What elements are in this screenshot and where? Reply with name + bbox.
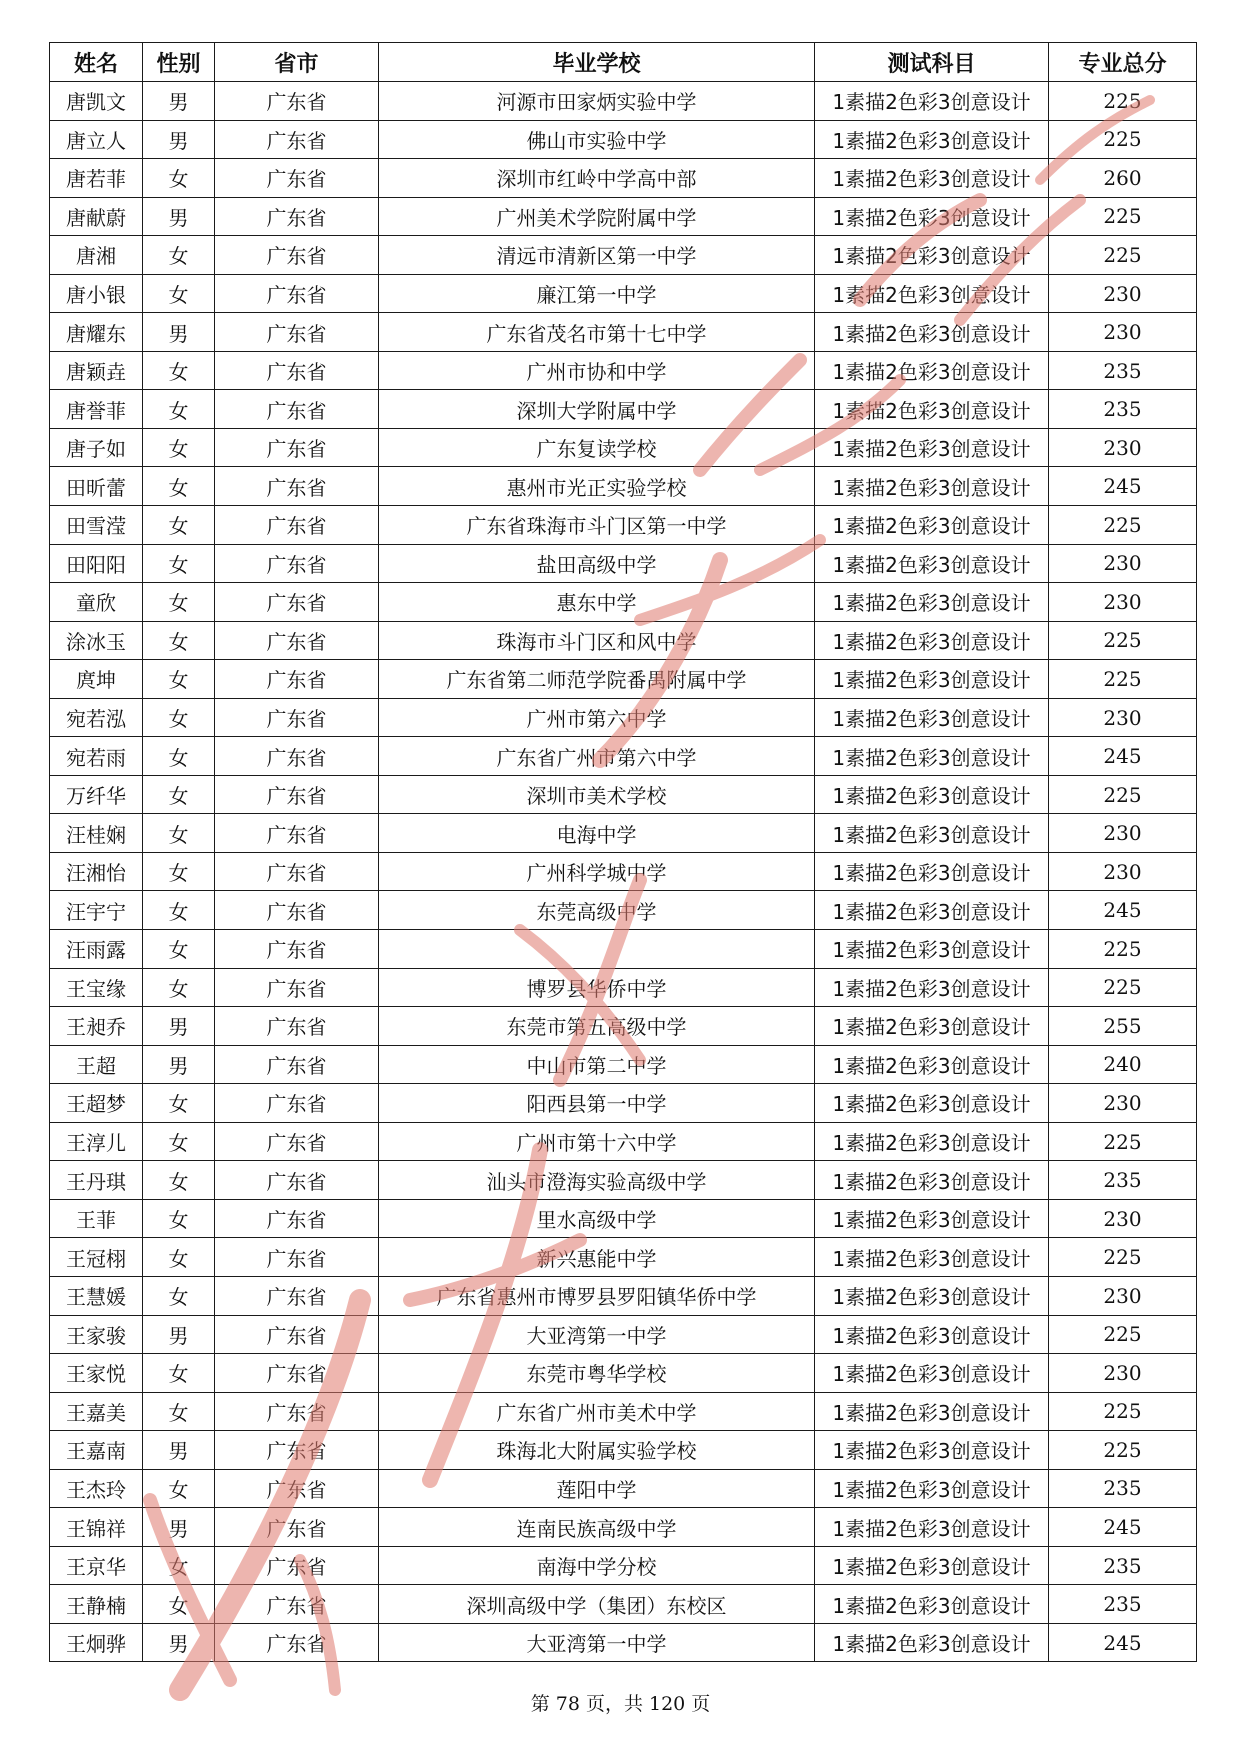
cell-gender: 女 [143, 698, 215, 737]
cell-school: 惠州市光正实验学校 [379, 467, 815, 506]
cell-total-score: 225 [1049, 506, 1197, 545]
cell-total-score: 230 [1049, 313, 1197, 352]
cell-subjects: 1素描2色彩3创意设计 [815, 159, 1049, 198]
table-row [50, 814, 1197, 853]
cell-school: 广州市第六中学 [379, 698, 815, 737]
cell-gender: 女 [143, 621, 215, 660]
cell-gender: 女 [143, 1276, 215, 1315]
cell-province: 广东省 [215, 1354, 379, 1393]
table-row [50, 737, 1197, 776]
cell-gender: 男 [143, 82, 215, 121]
cell-province: 广东省 [215, 428, 379, 467]
cell-province: 广东省 [215, 583, 379, 622]
header-subjects: 测试科目 [815, 43, 1049, 82]
cell-subjects: 1素描2色彩3创意设计 [815, 1623, 1049, 1662]
cell-province: 广东省 [215, 274, 379, 313]
cell-province: 广东省 [215, 930, 379, 969]
cell-province: 广东省 [215, 351, 379, 390]
cell-province: 广东省 [215, 1161, 379, 1200]
cell-total-score: 225 [1049, 930, 1197, 969]
cell-province: 广东省 [215, 698, 379, 737]
cell-province: 广东省 [215, 313, 379, 352]
cell-province: 广东省 [215, 891, 379, 930]
cell-gender: 女 [143, 814, 215, 853]
cell-total-score: 225 [1049, 968, 1197, 1007]
cell-name: 王丹琪 [50, 1161, 143, 1200]
table-row [50, 197, 1197, 236]
cell-total-score: 245 [1049, 1623, 1197, 1662]
cell-province: 广东省 [215, 1392, 379, 1431]
cell-name: 田阳阳 [50, 544, 143, 583]
cell-subjects: 1素描2色彩3创意设计 [815, 197, 1049, 236]
cell-total-score: 225 [1049, 1122, 1197, 1161]
cell-school: 珠海市斗门区和风中学 [379, 621, 815, 660]
cell-total-score: 245 [1049, 467, 1197, 506]
cell-total-score: 240 [1049, 1045, 1197, 1084]
header-school: 毕业学校 [379, 43, 815, 82]
table-row [50, 120, 1197, 159]
cell-name: 童欣 [50, 583, 143, 622]
table-row [50, 698, 1197, 737]
cell-total-score: 230 [1049, 428, 1197, 467]
cell-name: 王锦祥 [50, 1508, 143, 1547]
cell-province: 广东省 [215, 1546, 379, 1585]
cell-subjects: 1素描2色彩3创意设计 [815, 1392, 1049, 1431]
cell-province: 广东省 [215, 1585, 379, 1624]
table-row [50, 621, 1197, 660]
table-row [50, 1276, 1197, 1315]
cell-name: 王淳儿 [50, 1122, 143, 1161]
table-row [50, 1623, 1197, 1662]
cell-school: 廉江第一中学 [379, 274, 815, 313]
table-row [50, 1431, 1197, 1470]
cell-name: 田雪滢 [50, 506, 143, 545]
cell-name: 汪宇宁 [50, 891, 143, 930]
cell-name: 唐誉菲 [50, 390, 143, 429]
table-row [50, 506, 1197, 545]
cell-province: 广东省 [215, 506, 379, 545]
cell-subjects: 1素描2色彩3创意设计 [815, 1431, 1049, 1470]
table-row [50, 1469, 1197, 1508]
table-header-row [50, 43, 1197, 82]
cell-gender: 女 [143, 1161, 215, 1200]
cell-subjects: 1素描2色彩3创意设计 [815, 274, 1049, 313]
table-row [50, 1354, 1197, 1393]
cell-subjects: 1素描2色彩3创意设计 [815, 621, 1049, 660]
header-name: 姓名 [50, 43, 143, 82]
cell-name: 唐颖垚 [50, 351, 143, 390]
cell-gender: 女 [143, 930, 215, 969]
cell-school: 广东省广州市美术中学 [379, 1392, 815, 1431]
cell-gender: 男 [143, 1431, 215, 1470]
cell-total-score: 245 [1049, 1508, 1197, 1547]
cell-subjects: 1素描2色彩3创意设计 [815, 313, 1049, 352]
cell-school: 南海中学分校 [379, 1546, 815, 1585]
cell-school: 广州科学城中学 [379, 852, 815, 891]
cell-subjects: 1素描2色彩3创意设计 [815, 891, 1049, 930]
header-gender: 性别 [143, 43, 215, 82]
cell-subjects: 1素描2色彩3创意设计 [815, 467, 1049, 506]
cell-school: 大亚湾第一中学 [379, 1623, 815, 1662]
table-row [50, 390, 1197, 429]
cell-gender: 女 [143, 351, 215, 390]
cell-subjects: 1素描2色彩3创意设计 [815, 236, 1049, 275]
table-row [50, 1045, 1197, 1084]
cell-school: 珠海北大附属实验学校 [379, 1431, 815, 1470]
cell-name: 王家骏 [50, 1315, 143, 1354]
cell-subjects: 1素描2色彩3创意设计 [815, 930, 1049, 969]
cell-total-score: 230 [1049, 1276, 1197, 1315]
cell-gender: 男 [143, 197, 215, 236]
cell-total-score: 225 [1049, 82, 1197, 121]
cell-school: 佛山市实验中学 [379, 120, 815, 159]
cell-subjects: 1素描2色彩3创意设计 [815, 1238, 1049, 1277]
table-row [50, 1392, 1197, 1431]
table-row [50, 159, 1197, 198]
cell-gender: 女 [143, 1546, 215, 1585]
cell-school: 东莞高级中学 [379, 891, 815, 930]
cell-gender: 男 [143, 313, 215, 352]
cell-school: 大亚湾第一中学 [379, 1315, 815, 1354]
cell-total-score: 230 [1049, 698, 1197, 737]
cell-school: 深圳高级中学（集团）东校区 [379, 1585, 815, 1624]
cell-province: 广东省 [215, 1045, 379, 1084]
cell-gender: 女 [143, 467, 215, 506]
cell-total-score: 255 [1049, 1007, 1197, 1046]
table-row [50, 1161, 1197, 1200]
cell-subjects: 1素描2色彩3创意设计 [815, 698, 1049, 737]
cell-subjects: 1素描2色彩3创意设计 [815, 1084, 1049, 1123]
cell-total-score: 225 [1049, 1238, 1197, 1277]
cell-name: 王家悦 [50, 1354, 143, 1393]
table-row [50, 467, 1197, 506]
cell-name: 唐凯文 [50, 82, 143, 121]
cell-total-score: 230 [1049, 814, 1197, 853]
cell-name: 王京华 [50, 1546, 143, 1585]
cell-total-score: 225 [1049, 775, 1197, 814]
cell-province: 广东省 [215, 197, 379, 236]
cell-gender: 男 [143, 1623, 215, 1662]
cell-total-score: 235 [1049, 1469, 1197, 1508]
cell-school: 深圳市美术学校 [379, 775, 815, 814]
cell-school: 东莞市第五高级中学 [379, 1007, 815, 1046]
table-row [50, 583, 1197, 622]
cell-province: 广东省 [215, 82, 379, 121]
cell-total-score: 225 [1049, 120, 1197, 159]
cell-gender: 女 [143, 852, 215, 891]
cell-total-score: 225 [1049, 660, 1197, 699]
table-row [50, 930, 1197, 969]
cell-name: 涂冰玉 [50, 621, 143, 660]
cell-school: 广州市第十六中学 [379, 1122, 815, 1161]
table-row [50, 852, 1197, 891]
cell-province: 广东省 [215, 1007, 379, 1046]
admission-score-table [49, 42, 1197, 1662]
table-row [50, 1122, 1197, 1161]
cell-name: 万纤华 [50, 775, 143, 814]
cell-subjects: 1素描2色彩3创意设计 [815, 583, 1049, 622]
cell-gender: 女 [143, 1469, 215, 1508]
cell-total-score: 235 [1049, 1585, 1197, 1624]
cell-subjects: 1素描2色彩3创意设计 [815, 351, 1049, 390]
cell-province: 广东省 [215, 544, 379, 583]
cell-name: 唐立人 [50, 120, 143, 159]
cell-province: 广东省 [215, 621, 379, 660]
cell-province: 广东省 [215, 814, 379, 853]
cell-province: 广东省 [215, 1623, 379, 1662]
cell-school: 中山市第二中学 [379, 1045, 815, 1084]
cell-gender: 女 [143, 236, 215, 275]
cell-name: 汪桂娴 [50, 814, 143, 853]
cell-name: 唐子如 [50, 428, 143, 467]
cell-school: 连南民族高级中学 [379, 1508, 815, 1547]
cell-total-score: 225 [1049, 1315, 1197, 1354]
table-row [50, 1315, 1197, 1354]
cell-subjects: 1素描2色彩3创意设计 [815, 852, 1049, 891]
cell-province: 广东省 [215, 390, 379, 429]
cell-school: 深圳市红岭中学高中部 [379, 159, 815, 198]
table-row [50, 1585, 1197, 1624]
cell-school: 广东省珠海市斗门区第一中学 [379, 506, 815, 545]
cell-total-score: 245 [1049, 891, 1197, 930]
cell-school: 广东省惠州市博罗县罗阳镇华侨中学 [379, 1276, 815, 1315]
cell-school: 清远市清新区第一中学 [379, 236, 815, 275]
cell-gender: 女 [143, 1354, 215, 1393]
cell-province: 广东省 [215, 852, 379, 891]
cell-subjects: 1素描2色彩3创意设计 [815, 1007, 1049, 1046]
cell-province: 广东省 [215, 159, 379, 198]
cell-subjects: 1素描2色彩3创意设计 [815, 1469, 1049, 1508]
cell-name: 田昕蕾 [50, 467, 143, 506]
cell-subjects: 1素描2色彩3创意设计 [815, 1161, 1049, 1200]
cell-subjects: 1素描2色彩3创意设计 [815, 1122, 1049, 1161]
cell-gender: 女 [143, 583, 215, 622]
page-footer: 第 78 页，共 120 页 [530, 1693, 711, 1715]
cell-total-score: 225 [1049, 236, 1197, 275]
cell-gender: 女 [143, 428, 215, 467]
cell-subjects: 1素描2色彩3创意设计 [815, 1276, 1049, 1315]
cell-name: 王慧媛 [50, 1276, 143, 1315]
table-row [50, 1238, 1197, 1277]
table-row [50, 1007, 1197, 1046]
cell-subjects: 1素描2色彩3创意设计 [815, 1315, 1049, 1354]
cell-name: 王静楠 [50, 1585, 143, 1624]
cell-name: 王杰玲 [50, 1469, 143, 1508]
cell-school: 广东复读学校 [379, 428, 815, 467]
table-row [50, 313, 1197, 352]
cell-gender: 女 [143, 506, 215, 545]
cell-total-score: 230 [1049, 583, 1197, 622]
cell-subjects: 1素描2色彩3创意设计 [815, 1354, 1049, 1393]
table-row [50, 544, 1197, 583]
cell-gender: 男 [143, 1315, 215, 1354]
cell-total-score: 230 [1049, 274, 1197, 313]
cell-name: 王嘉南 [50, 1431, 143, 1470]
cell-total-score: 245 [1049, 737, 1197, 776]
cell-subjects: 1素描2色彩3创意设计 [815, 1585, 1049, 1624]
cell-province: 广东省 [215, 737, 379, 776]
cell-gender: 男 [143, 1045, 215, 1084]
cell-name: 王宝缘 [50, 968, 143, 1007]
cell-school: 东莞市粤华学校 [379, 1354, 815, 1393]
table-row [50, 775, 1197, 814]
cell-total-score: 225 [1049, 1392, 1197, 1431]
cell-total-score: 235 [1049, 1546, 1197, 1585]
cell-subjects: 1素描2色彩3创意设计 [815, 428, 1049, 467]
cell-name: 王昶乔 [50, 1007, 143, 1046]
cell-name: 唐小银 [50, 274, 143, 313]
cell-school: 阳西县第一中学 [379, 1084, 815, 1123]
cell-total-score: 230 [1049, 1084, 1197, 1123]
cell-total-score: 230 [1049, 1354, 1197, 1393]
cell-subjects: 1素描2色彩3创意设计 [815, 968, 1049, 1007]
table-row [50, 236, 1197, 275]
cell-name: 王超梦 [50, 1084, 143, 1123]
cell-total-score: 230 [1049, 544, 1197, 583]
cell-school: 广州市协和中学 [379, 351, 815, 390]
cell-total-score: 230 [1049, 1199, 1197, 1238]
cell-subjects: 1素描2色彩3创意设计 [815, 506, 1049, 545]
table-row [50, 660, 1197, 699]
cell-gender: 女 [143, 1122, 215, 1161]
cell-name: 唐耀东 [50, 313, 143, 352]
table-row [50, 351, 1197, 390]
cell-subjects: 1素描2色彩3创意设计 [815, 660, 1049, 699]
cell-school: 里水高级中学 [379, 1199, 815, 1238]
table-row [50, 1199, 1197, 1238]
cell-subjects: 1素描2色彩3创意设计 [815, 1508, 1049, 1547]
cell-school: 惠东中学 [379, 583, 815, 622]
cell-subjects: 1素描2色彩3创意设计 [815, 814, 1049, 853]
cell-school: 深圳大学附属中学 [379, 390, 815, 429]
cell-name: 王菲 [50, 1199, 143, 1238]
cell-province: 广东省 [215, 1122, 379, 1161]
table-row [50, 968, 1197, 1007]
cell-subjects: 1素描2色彩3创意设计 [815, 390, 1049, 429]
cell-subjects: 1素描2色彩3创意设计 [815, 1045, 1049, 1084]
cell-name: 唐若菲 [50, 159, 143, 198]
cell-gender: 女 [143, 1585, 215, 1624]
cell-province: 广东省 [215, 968, 379, 1007]
cell-name: 王嘉美 [50, 1392, 143, 1431]
table-row [50, 1546, 1197, 1585]
cell-subjects: 1素描2色彩3创意设计 [815, 120, 1049, 159]
cell-total-score: 235 [1049, 351, 1197, 390]
cell-subjects: 1素描2色彩3创意设计 [815, 544, 1049, 583]
cell-school: 河源市田家炳实验中学 [379, 82, 815, 121]
cell-school: 广东省茂名市第十七中学 [379, 313, 815, 352]
cell-province: 广东省 [215, 236, 379, 275]
cell-gender: 女 [143, 1199, 215, 1238]
cell-province: 广东省 [215, 1469, 379, 1508]
cell-gender: 男 [143, 1508, 215, 1547]
cell-province: 广东省 [215, 775, 379, 814]
cell-subjects: 1素描2色彩3创意设计 [815, 737, 1049, 776]
cell-subjects: 1素描2色彩3创意设计 [815, 1546, 1049, 1585]
table-row [50, 891, 1197, 930]
cell-name: 宛若雨 [50, 737, 143, 776]
cell-subjects: 1素描2色彩3创意设计 [815, 82, 1049, 121]
cell-gender: 女 [143, 544, 215, 583]
table-row [50, 1508, 1197, 1547]
cell-gender: 女 [143, 159, 215, 198]
cell-school: 广东省广州市第六中学 [379, 737, 815, 776]
table-body [50, 82, 1197, 1662]
cell-total-score: 260 [1049, 159, 1197, 198]
cell-school: 广州美术学院附属中学 [379, 197, 815, 236]
cell-name: 宛若泓 [50, 698, 143, 737]
cell-gender: 女 [143, 1238, 215, 1277]
cell-total-score: 225 [1049, 621, 1197, 660]
cell-province: 广东省 [215, 120, 379, 159]
cell-name: 汪雨露 [50, 930, 143, 969]
cell-school: 博罗县华侨中学 [379, 968, 815, 1007]
cell-province: 广东省 [215, 1084, 379, 1123]
cell-school: 汕头市澄海实验高级中学 [379, 1161, 815, 1200]
cell-province: 广东省 [215, 467, 379, 506]
cell-province: 广东省 [215, 1276, 379, 1315]
cell-name: 唐湘 [50, 236, 143, 275]
cell-total-score: 225 [1049, 1431, 1197, 1470]
cell-gender: 女 [143, 775, 215, 814]
cell-total-score: 235 [1049, 390, 1197, 429]
cell-gender: 女 [143, 737, 215, 776]
cell-gender: 男 [143, 120, 215, 159]
cell-school: 新兴惠能中学 [379, 1238, 815, 1277]
table-row [50, 274, 1197, 313]
cell-province: 广东省 [215, 1508, 379, 1547]
cell-gender: 女 [143, 660, 215, 699]
cell-name: 庹坤 [50, 660, 143, 699]
cell-gender: 女 [143, 390, 215, 429]
cell-gender: 女 [143, 891, 215, 930]
cell-province: 广东省 [215, 1199, 379, 1238]
cell-name: 汪湘怡 [50, 852, 143, 891]
cell-province: 广东省 [215, 1315, 379, 1354]
cell-province: 广东省 [215, 1431, 379, 1470]
cell-province: 广东省 [215, 1238, 379, 1277]
cell-gender: 男 [143, 1007, 215, 1046]
cell-total-score: 230 [1049, 852, 1197, 891]
cell-name: 王超 [50, 1045, 143, 1084]
cell-school: 莲阳中学 [379, 1469, 815, 1508]
cell-total-score: 225 [1049, 197, 1197, 236]
cell-gender: 女 [143, 968, 215, 1007]
cell-subjects: 1素描2色彩3创意设计 [815, 775, 1049, 814]
cell-gender: 女 [143, 1084, 215, 1123]
cell-school: 盐田高级中学 [379, 544, 815, 583]
cell-name: 唐献蔚 [50, 197, 143, 236]
header-total-score: 专业总分 [1049, 43, 1197, 82]
table-row [50, 1084, 1197, 1123]
cell-school: 电海中学 [379, 814, 815, 853]
table-row [50, 82, 1197, 121]
cell-gender: 女 [143, 1392, 215, 1431]
cell-subjects: 1素描2色彩3创意设计 [815, 1199, 1049, 1238]
cell-name: 王炯骅 [50, 1623, 143, 1662]
cell-school: 广东省第二师范学院番禺附属中学 [379, 660, 815, 699]
cell-gender: 女 [143, 274, 215, 313]
table-row [50, 428, 1197, 467]
cell-province: 广东省 [215, 660, 379, 699]
cell-total-score: 235 [1049, 1161, 1197, 1200]
cell-name: 王冠栩 [50, 1238, 143, 1277]
cell-school [379, 930, 815, 969]
header-province: 省市 [215, 43, 379, 82]
